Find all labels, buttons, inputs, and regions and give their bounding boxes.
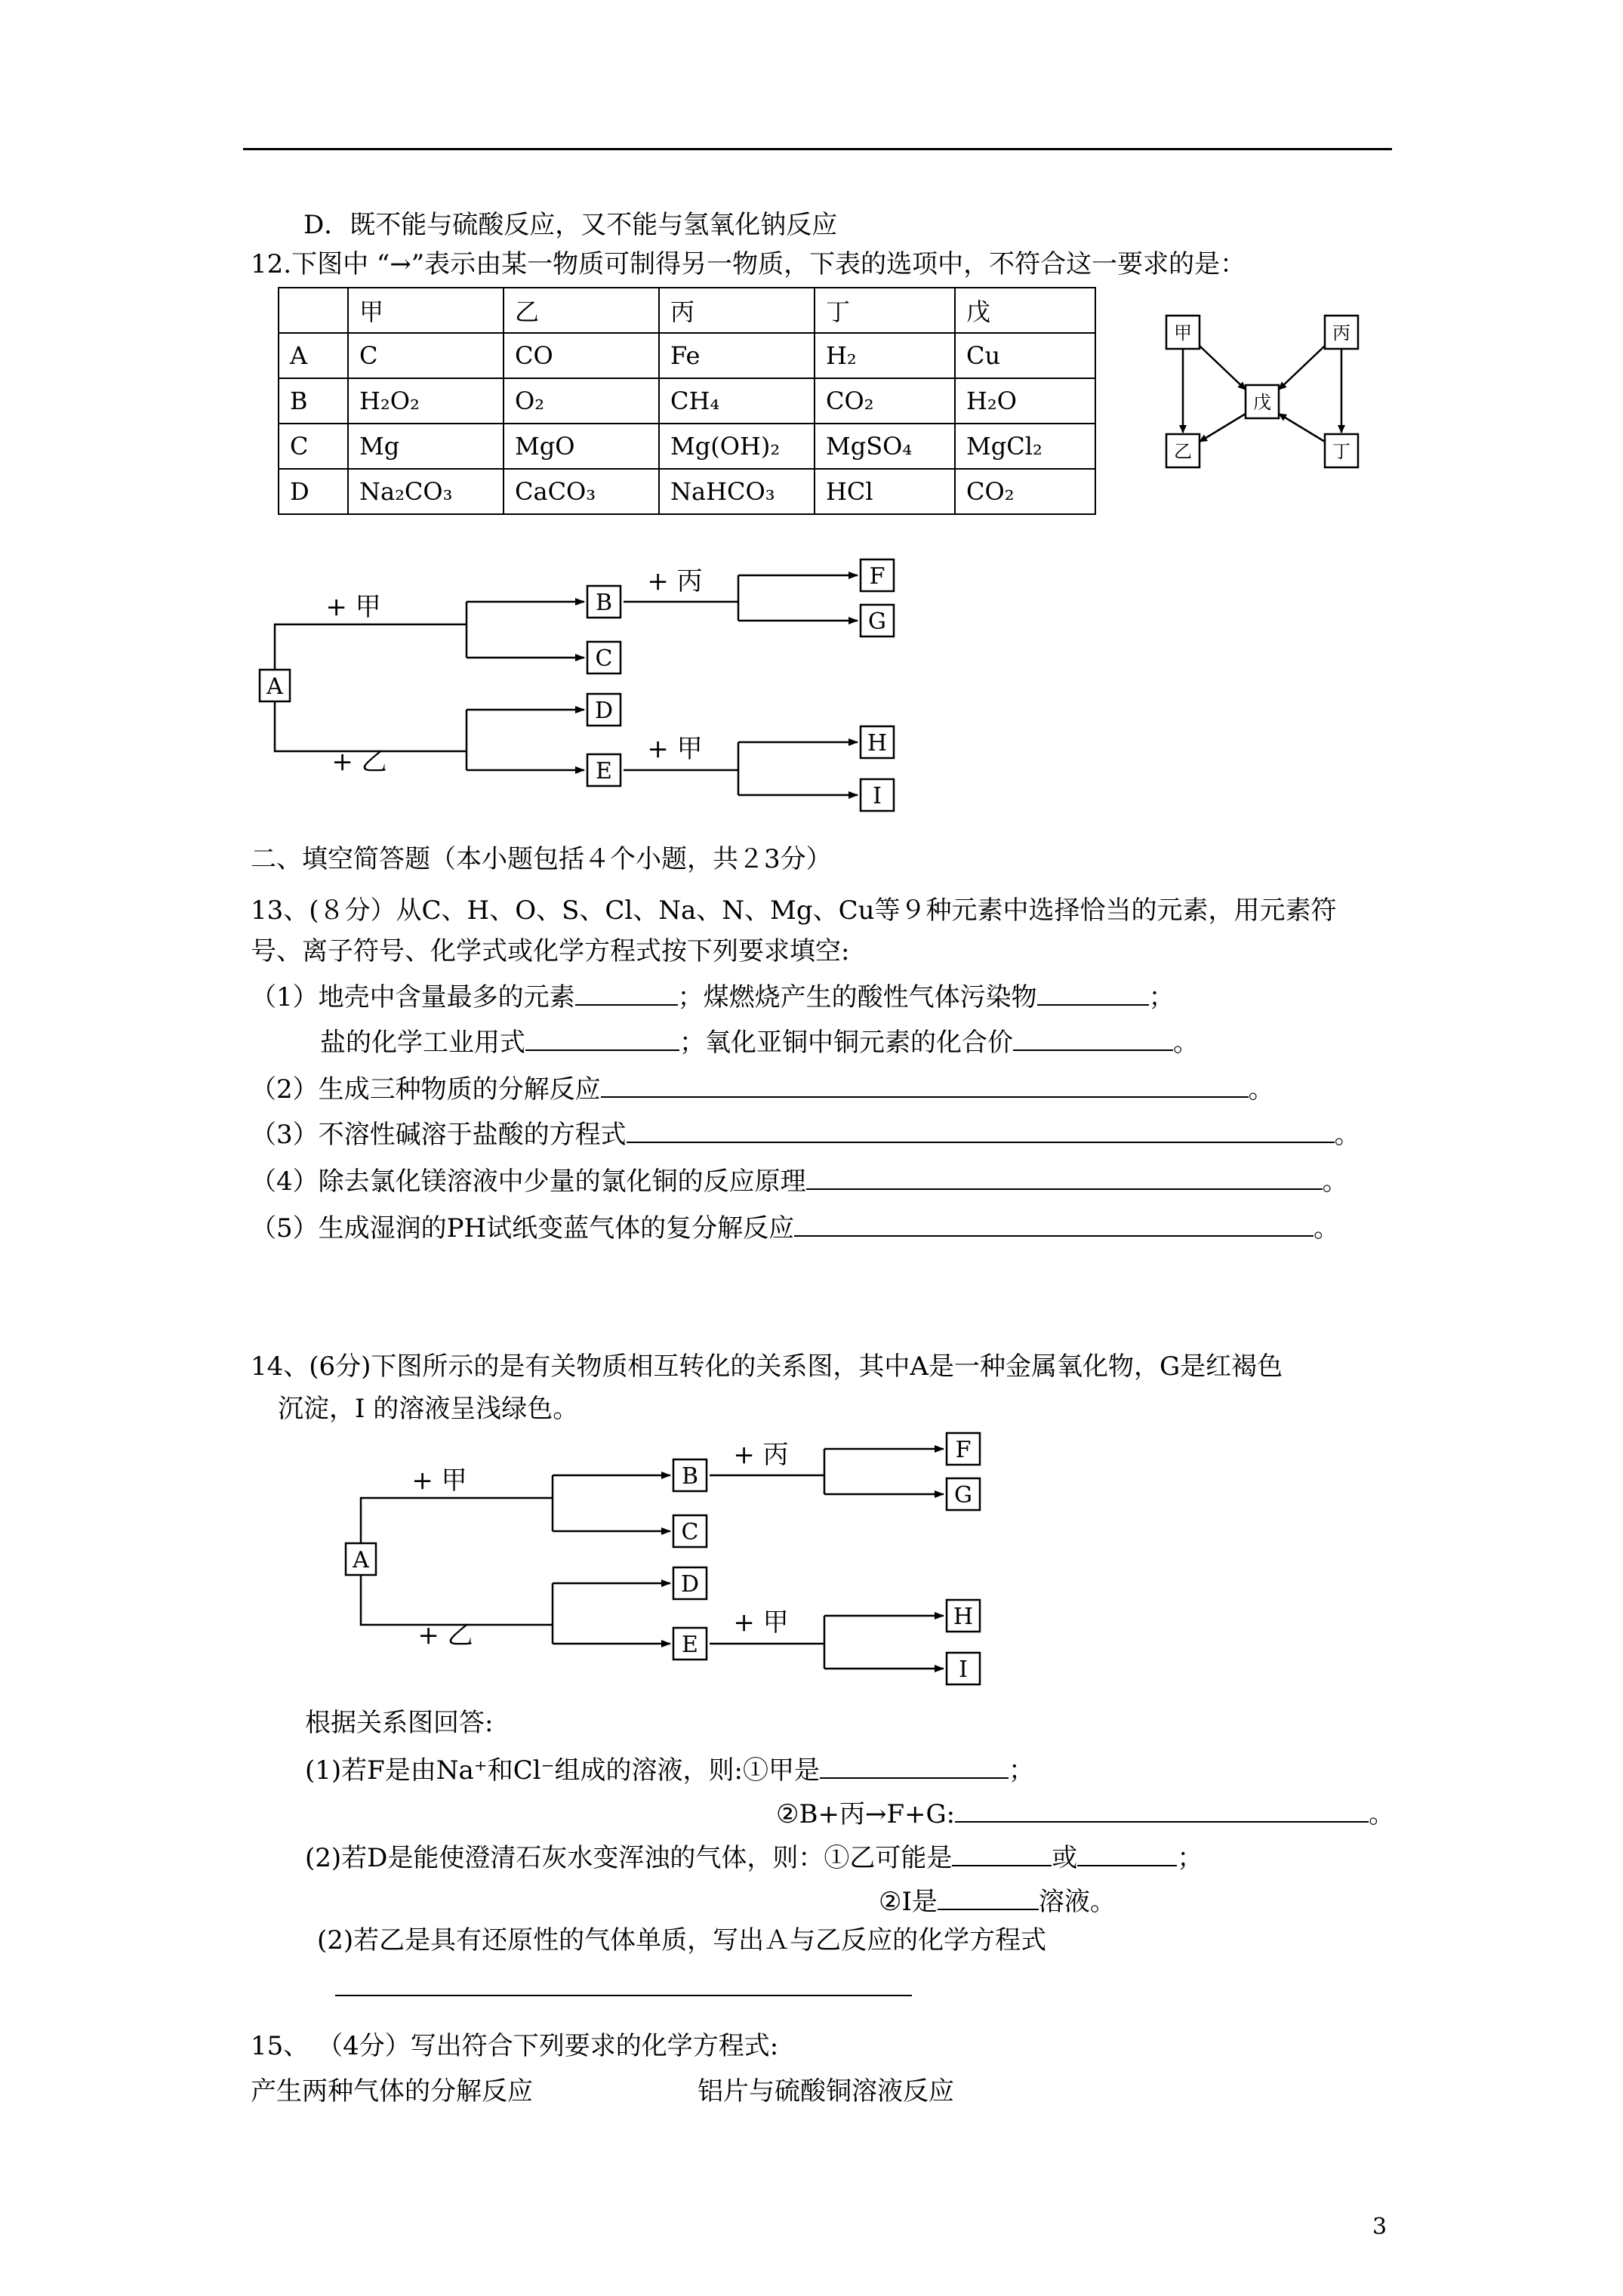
table-cell: H₂O bbox=[955, 378, 1095, 424]
punctuation: 。 bbox=[1369, 1799, 1395, 1829]
table-cell: CaCO₃ bbox=[504, 469, 659, 514]
q13-part1-line2 bbox=[320, 1024, 1199, 1058]
label-h: H bbox=[867, 730, 888, 757]
q14-part1-text-b: ②B+丙→F+G: bbox=[776, 1799, 956, 1829]
answer-blank[interactable] bbox=[627, 1116, 1335, 1143]
answer-blank[interactable] bbox=[952, 1839, 1052, 1866]
label-plus-bing: + 丙 bbox=[733, 1440, 789, 1470]
answer-blank[interactable] bbox=[1037, 978, 1149, 1006]
node-bing: 丙 bbox=[1332, 322, 1350, 344]
branch-line bbox=[361, 1498, 553, 1543]
q13-part1-text: （1）地壳中含量最多的元素 bbox=[251, 982, 575, 1012]
q14-stem-line2: 沉淀，I 的溶液呈浅绿色。 bbox=[278, 1394, 579, 1424]
label-b: B bbox=[595, 590, 613, 616]
table-cell: C bbox=[348, 333, 504, 378]
label-i: I bbox=[959, 1657, 968, 1683]
arrow-ding-wu bbox=[1279, 414, 1325, 442]
label-i: I bbox=[873, 783, 882, 809]
answer-blank[interactable] bbox=[335, 1995, 912, 1996]
answer-blank[interactable] bbox=[575, 978, 678, 1006]
q11-option-d: D．既不能与硫酸反应，又不能与氢氧化钠反应 bbox=[303, 210, 838, 240]
label-e: E bbox=[596, 758, 612, 784]
header-rule bbox=[243, 148, 1392, 150]
q14-part1-line2 bbox=[776, 1795, 1394, 1829]
table-cell: MgCl₂ bbox=[955, 424, 1095, 469]
q14-part2-text: (2)若D是能使澄清石灰水变浑浊的气体，则：①乙可能是 bbox=[305, 1843, 953, 1873]
table-header-cell: 丁 bbox=[815, 288, 955, 333]
table-cell: CO₂ bbox=[955, 469, 1095, 514]
table-row bbox=[279, 424, 1095, 469]
table-cell: MgO bbox=[504, 424, 659, 469]
q12-conversion-diagram bbox=[1155, 310, 1381, 476]
label-g: G bbox=[954, 1482, 972, 1509]
table-row bbox=[279, 469, 1095, 514]
q13-stem-line1: 13、(８分）从C、H、O、S、Cl、Na、N、Mg、Cu等９种元素中选择恰当的元素，用元素符 bbox=[251, 895, 1337, 926]
q14-intro: 根据关系图回答: bbox=[305, 1708, 494, 1738]
table-cell: HCl bbox=[815, 469, 955, 514]
q13-part2 bbox=[251, 1071, 1274, 1105]
row-label: B bbox=[279, 378, 348, 424]
answer-blank[interactable] bbox=[820, 1752, 1009, 1779]
answer-blank[interactable] bbox=[955, 1795, 1369, 1823]
table-cell: H₂ bbox=[815, 333, 955, 378]
node-ding: 丁 bbox=[1332, 441, 1350, 462]
table-header-cell: 丙 bbox=[659, 288, 815, 333]
q13-part4 bbox=[251, 1163, 1348, 1197]
q15-stem: 15、 （4分）写出符合下列要求的化学方程式: bbox=[251, 2031, 779, 2061]
table-row bbox=[279, 333, 1095, 378]
table-cell: O₂ bbox=[504, 378, 659, 424]
punctuation: 。 bbox=[1173, 1028, 1199, 1058]
punctuation: 。 bbox=[1322, 1166, 1348, 1197]
label-b: B bbox=[681, 1463, 699, 1490]
table-header-row bbox=[279, 288, 1095, 333]
q14-part2-text-c: 溶液。 bbox=[1038, 1887, 1116, 1917]
label-g: G bbox=[868, 609, 886, 635]
label-plus-jia: + 甲 bbox=[325, 592, 381, 622]
q13-part1-text-d: ；氧化亚铜中铜元素的化合价 bbox=[679, 1028, 1013, 1058]
punctuation: ； bbox=[1148, 982, 1175, 1012]
label-plus-jia-2: + 甲 bbox=[647, 734, 703, 764]
answer-blank[interactable] bbox=[806, 1163, 1323, 1190]
answer-blank[interactable] bbox=[1013, 1024, 1173, 1051]
answer-blank[interactable] bbox=[1077, 1839, 1177, 1866]
label-e: E bbox=[682, 1632, 698, 1658]
arrow-wu-yi bbox=[1200, 414, 1246, 442]
q14-part2-line1 bbox=[305, 1839, 1203, 1873]
row-label: C bbox=[279, 424, 348, 469]
table-header-cell: 戊 bbox=[955, 288, 1095, 333]
q14-part2-line2 bbox=[879, 1883, 1116, 1917]
q12-stem: 12.下图中 “→”表示由某一物质可制得另一物质，下表的选项中，不符合这一要求的是： bbox=[251, 249, 1246, 279]
q14-part1-text: (1)若F是由Na⁺和Cl⁻组成的溶液，则:①甲是 bbox=[305, 1755, 821, 1786]
arrow-jia-wu bbox=[1200, 346, 1246, 390]
label-d: D bbox=[594, 698, 614, 724]
node-jia: 甲 bbox=[1174, 322, 1192, 344]
table-cell: CO₂ bbox=[815, 378, 955, 424]
table-cell: NaHCO₃ bbox=[659, 469, 815, 514]
table-cell: Fe bbox=[659, 333, 815, 378]
table-cell: CH₄ bbox=[659, 378, 815, 424]
q13-part1-text-b: ；煤燃烧产生的酸性气体污染物 bbox=[677, 982, 1037, 1012]
q14-part1-line1 bbox=[305, 1752, 1034, 1786]
table-cell: Cu bbox=[955, 333, 1095, 378]
label-c: C bbox=[595, 646, 613, 672]
q14-part3: (2)若乙是具有还原性的气体单质，写出Ａ与乙反应的化学方程式 bbox=[317, 1925, 1047, 1955]
table-header-cell: 甲 bbox=[348, 288, 504, 333]
table-cell: CO bbox=[504, 333, 659, 378]
punctuation: ； bbox=[1177, 1843, 1203, 1873]
q13-part5 bbox=[251, 1210, 1339, 1244]
q14-stem-line1: 14、(6分)下图所示的是有关物质相互转化的关系图，其中A是一种金属氧化物，G是红褐色 bbox=[251, 1351, 1283, 1382]
branch-line bbox=[275, 624, 467, 670]
branch-line bbox=[361, 1575, 553, 1625]
q15-part-b: 铝片与硫酸铜溶液反应 bbox=[698, 2076, 954, 2106]
flowchart-2 bbox=[341, 1428, 998, 1693]
flowchart-1 bbox=[255, 555, 912, 819]
q14-part2-text-b: ②I是 bbox=[879, 1887, 938, 1917]
punctuation: 。 bbox=[1313, 1213, 1340, 1244]
label-c: C bbox=[681, 1519, 699, 1546]
label-f: F bbox=[869, 563, 885, 590]
arrow-bing-wu bbox=[1279, 346, 1325, 390]
q13-part5-text: （5）生成湿润的PH试纸变蓝气体的复分解反应 bbox=[251, 1213, 795, 1244]
label-plus-bing: + 丙 bbox=[647, 566, 703, 596]
table-cell: H₂O₂ bbox=[348, 378, 504, 424]
label-a: A bbox=[266, 673, 283, 700]
q13-part3-text: （3）不溶性碱溶于盐酸的方程式 bbox=[251, 1120, 627, 1150]
q13-part2-text: （2）生成三种物质的分解反应 bbox=[251, 1074, 601, 1105]
row-label: A bbox=[279, 333, 348, 378]
q14-part2-or: 或 bbox=[1052, 1843, 1078, 1873]
table-cell: Mg bbox=[348, 424, 504, 469]
q13-part1-line1 bbox=[251, 978, 1175, 1012]
table-cell: Mg(OH)₂ bbox=[659, 424, 815, 469]
label-f: F bbox=[955, 1437, 972, 1463]
label-h: H bbox=[953, 1604, 974, 1630]
answer-blank[interactable] bbox=[601, 1071, 1249, 1098]
q13-part4-text: （4）除去氯化镁溶液中少量的氯化铜的反应原理 bbox=[251, 1166, 806, 1197]
branch-line bbox=[275, 701, 467, 751]
label-plus-yi: + 乙 bbox=[331, 747, 387, 777]
label-plus-jia: + 甲 bbox=[411, 1465, 467, 1496]
table-row bbox=[279, 378, 1095, 424]
q15-part-a: 产生两种气体的分解反应 bbox=[251, 2076, 533, 2106]
q13-stem-line2: 号、离子符号、化学式或化学方程式按下列要求填空: bbox=[251, 936, 850, 966]
node-wu: 戊 bbox=[1253, 392, 1271, 413]
q12-options-table bbox=[278, 287, 1096, 515]
table-cell: MgSO₄ bbox=[815, 424, 955, 469]
table-header-cell: 乙 bbox=[504, 288, 659, 333]
q13-part1-text-c: 盐的化学工业用式 bbox=[320, 1028, 525, 1058]
answer-blank[interactable] bbox=[794, 1210, 1313, 1237]
label-plus-jia-2: + 甲 bbox=[733, 1607, 789, 1638]
label-a: A bbox=[353, 1547, 369, 1573]
q13-part3 bbox=[251, 1116, 1360, 1150]
node-yi: 乙 bbox=[1174, 441, 1192, 462]
answer-blank[interactable] bbox=[938, 1883, 1039, 1910]
section2-title: 二、填空简答题（本小题包括４个小题，共２3分） bbox=[251, 844, 832, 874]
punctuation: 。 bbox=[1248, 1074, 1274, 1105]
label-plus-yi: + 乙 bbox=[417, 1620, 473, 1650]
row-label: D bbox=[279, 469, 348, 514]
label-d: D bbox=[680, 1571, 700, 1598]
page-number: 3 bbox=[1372, 2214, 1387, 2240]
punctuation: ； bbox=[1009, 1755, 1035, 1786]
table-cell: Na₂CO₃ bbox=[348, 469, 504, 514]
table-header-cell bbox=[279, 288, 348, 333]
punctuation: 。 bbox=[1334, 1120, 1360, 1150]
answer-blank[interactable] bbox=[525, 1024, 679, 1051]
